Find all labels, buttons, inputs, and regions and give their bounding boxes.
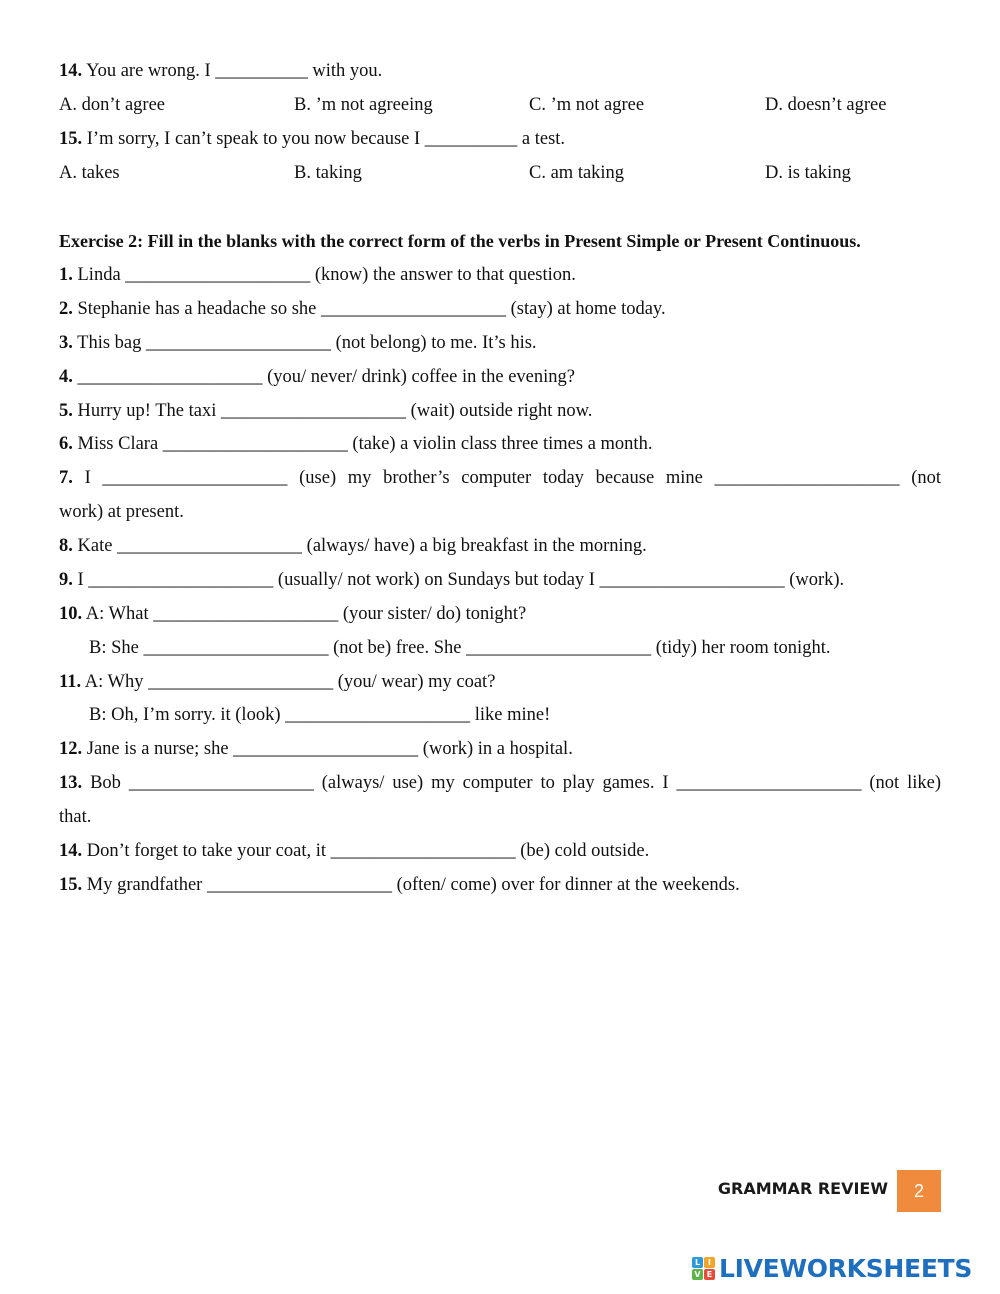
item-text: Jane is a nurse; she ____________________ (work) in a hospital. <box>86 739 573 759</box>
option-a: A. don’t agree <box>59 95 165 115</box>
item-text: My grandfather ____________________ (often/ come) over for dinner at the weekends. <box>86 875 740 895</box>
item-text: Kate ____________________ (always/ have) a big breakfast in the morning. <box>77 536 647 556</box>
footer-label: GRAMMAR REVIEW <box>717 1179 888 1198</box>
item-number: 5. <box>59 401 73 421</box>
question-number: 14. <box>59 61 83 81</box>
page-number: 2 <box>897 1170 941 1212</box>
exercise-item-2 <box>59 296 666 322</box>
item-number: 2. <box>59 299 73 319</box>
item-text: A: Why ____________________ (you/ wear) my coat? <box>84 672 496 692</box>
item-text: Bob ____________________ (always/ use) my computer to play games. I ____________________ (not like) <box>90 773 942 793</box>
question-text: I’m sorry, I can’t speak to you now because I __________ a test. <box>86 129 566 149</box>
option-d: D. doesn’t agree <box>765 95 887 115</box>
item-number: 8. <box>59 536 73 556</box>
item-number: 6. <box>59 434 73 454</box>
exercise-item-1 <box>59 262 576 288</box>
liveworksheets-icon <box>692 1257 715 1280</box>
exercise-item-11-reply: B: Oh, I’m sorry. it (look) ____________________ like mine! <box>89 705 551 725</box>
item-text: A: What ____________________ (your sister/ do) tonight? <box>85 604 527 624</box>
exercise-item-4 <box>59 364 575 390</box>
liveworksheets-logo <box>692 1252 972 1284</box>
item-number: 15. <box>59 875 83 895</box>
item-number: 1. <box>59 265 73 285</box>
item-number: 14. <box>59 841 83 861</box>
exercise-2-title: Exercise 2: Fill in the blanks with the correct form of the verbs in Present Simple or Present Continuous. <box>59 231 861 251</box>
question-text: You are wrong. I __________ with you. <box>86 61 383 81</box>
logo-letter: E <box>704 1269 715 1280</box>
item-text: This bag ____________________ (not belong) to me. It’s his. <box>77 333 537 353</box>
option-c: C. ’m not agree <box>529 95 645 115</box>
item-text: Hurry up! The taxi ____________________ (wait) outside right now. <box>77 401 593 421</box>
item-text: I ____________________ (use) my brother’s computer today because mine ____________________ (not <box>84 468 942 488</box>
exercise-item-13-continuation: that. <box>59 807 92 827</box>
item-text: Stephanie has a headache so she ____________________ (stay) at home today. <box>77 299 666 319</box>
item-number: 9. <box>59 570 73 590</box>
item-text: ____________________ (you/ never/ drink) coffee in the evening? <box>77 367 575 387</box>
item-text: I ____________________ (usually/ not work) on Sundays but today I ____________________ (work). <box>77 570 845 590</box>
exercise-item-13 <box>59 770 941 796</box>
item-number: 11. <box>59 672 82 692</box>
item-text: Miss Clara ____________________ (take) a violin class three times a month. <box>77 434 653 454</box>
liveworksheets-wordmark: LIVEWORKSHEETS <box>719 1253 973 1283</box>
logo-letter: V <box>692 1269 703 1280</box>
exercise-item-6 <box>59 431 652 457</box>
item-text: Don’t forget to take your coat, it ____________________ (be) cold outside. <box>86 841 650 861</box>
option-d: D. is taking <box>765 163 851 183</box>
option-a: A. takes <box>59 163 120 183</box>
item-number: 7. <box>59 468 73 488</box>
exercise-item-10-reply: B: She ____________________ (not be) free. She ____________________ (tidy) her room tonight. <box>89 638 831 658</box>
exercise-item-3 <box>59 330 537 356</box>
exercise-item-8 <box>59 533 647 559</box>
exercise-item-10 <box>59 601 526 627</box>
item-number: 4. <box>59 367 73 387</box>
option-c: C. am taking <box>529 163 625 183</box>
exercise-item-7 <box>59 465 941 491</box>
item-number: 3. <box>59 333 73 353</box>
option-b: B. taking <box>294 163 362 183</box>
item-text: Linda ____________________ (know) the answer to that question. <box>77 265 576 285</box>
logo-letter: L <box>692 1257 703 1268</box>
question-number: 15. <box>59 129 83 149</box>
question-14 <box>59 58 382 84</box>
exercise-item-14 <box>59 838 649 864</box>
exercise-item-12 <box>59 736 573 762</box>
exercise-item-15 <box>59 872 740 898</box>
option-b: B. ’m not agreeing <box>294 95 433 115</box>
item-number: 12. <box>59 739 83 759</box>
exercise-item-7-continuation: work) at present. <box>59 502 184 522</box>
item-number: 13. <box>59 773 83 793</box>
exercise-item-5 <box>59 398 592 424</box>
exercise-item-11 <box>59 669 495 695</box>
question-15 <box>59 126 565 152</box>
logo-letter: I <box>704 1257 715 1268</box>
item-number: 10. <box>59 604 83 624</box>
exercise-item-9 <box>59 567 844 593</box>
